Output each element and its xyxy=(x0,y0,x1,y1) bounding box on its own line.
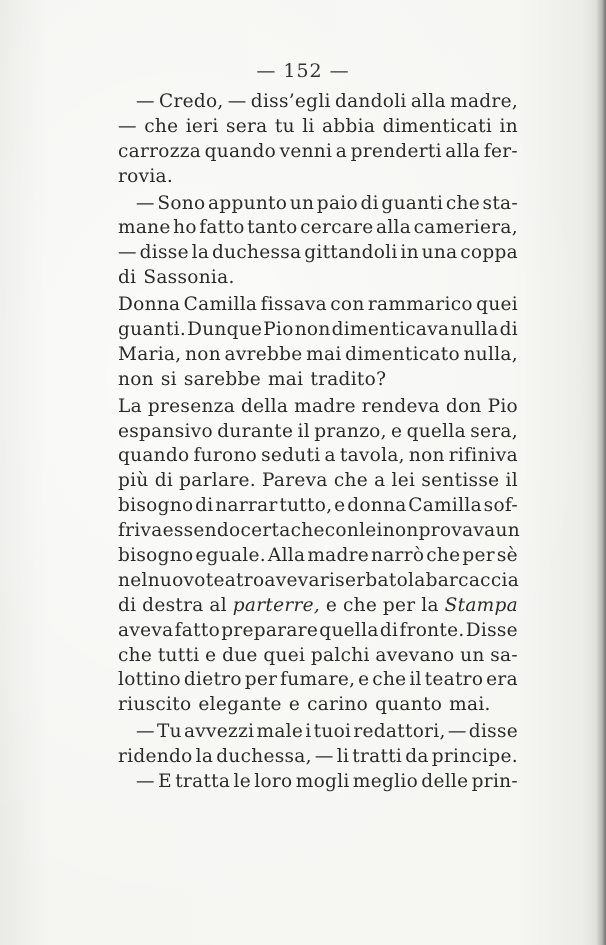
word: fatto xyxy=(199,217,245,239)
word: elegante xyxy=(198,694,282,716)
word: si xyxy=(160,368,177,390)
word: rendeva xyxy=(361,395,440,417)
word: tradito? xyxy=(310,368,387,390)
word: lei xyxy=(391,470,416,492)
word: nulla xyxy=(450,319,499,341)
text-line xyxy=(118,90,518,115)
word: dimenticava xyxy=(331,319,450,341)
word: sera, xyxy=(470,420,518,442)
word: Dunque xyxy=(187,319,263,341)
word: quanto xyxy=(375,694,443,716)
word: fatto xyxy=(174,619,221,641)
word: Pio xyxy=(487,395,518,417)
word: dimenticati xyxy=(382,115,493,137)
word: nulla, xyxy=(463,343,518,365)
word: tavola, xyxy=(339,445,405,467)
word: parterre, xyxy=(232,594,321,616)
word: la xyxy=(408,569,426,591)
word: durante xyxy=(217,420,294,442)
word: prenderti xyxy=(350,140,442,162)
word: era xyxy=(486,669,518,691)
word: madre, xyxy=(450,91,518,112)
word: abbia xyxy=(322,115,376,137)
word: meglio xyxy=(352,771,419,793)
word: carino xyxy=(307,694,369,716)
word: non xyxy=(408,445,445,467)
word: sè xyxy=(496,545,518,567)
word: da xyxy=(405,746,429,768)
word: mai xyxy=(267,368,304,390)
word: guanti xyxy=(381,192,444,214)
word: Sassonia. xyxy=(143,267,235,289)
word: che xyxy=(118,644,153,666)
word: rovia. xyxy=(118,165,174,187)
word: della xyxy=(241,395,289,417)
text-line xyxy=(118,318,518,343)
word: guanti. xyxy=(118,319,187,341)
word: il xyxy=(297,420,310,442)
word: la xyxy=(421,594,439,616)
word: Donna xyxy=(118,294,181,316)
text-line xyxy=(118,293,518,318)
word: tratta xyxy=(175,771,231,793)
word: le xyxy=(233,771,251,793)
word: che xyxy=(426,545,461,567)
word: avevano xyxy=(375,644,455,666)
word: aveva xyxy=(118,619,174,641)
word: in xyxy=(400,242,419,264)
word: lottino xyxy=(118,669,181,691)
word: i xyxy=(305,721,312,743)
word: sof- xyxy=(483,495,518,517)
page-edge-shadow xyxy=(596,0,606,945)
word: sarebbe xyxy=(183,368,261,390)
word: a xyxy=(324,445,336,467)
word: nuovo xyxy=(147,569,206,591)
word: che xyxy=(372,669,407,691)
word: cercare xyxy=(300,217,374,239)
word: non xyxy=(294,319,331,341)
word: a xyxy=(374,470,386,492)
text-line xyxy=(118,668,518,693)
word: li xyxy=(336,746,350,768)
word: e xyxy=(391,420,403,442)
word: Alla xyxy=(267,545,306,567)
word: paio xyxy=(316,192,358,214)
word: pranzo, xyxy=(314,420,387,442)
word: riuscito xyxy=(118,694,192,716)
word: madre xyxy=(294,395,356,417)
word: Pio xyxy=(263,319,294,341)
word: di xyxy=(379,619,399,641)
text-line xyxy=(118,343,518,368)
text-line xyxy=(118,644,518,669)
word: male xyxy=(256,721,304,743)
text-line xyxy=(118,569,518,594)
word: gittandoli xyxy=(304,242,398,264)
word: aveva xyxy=(264,569,320,591)
word: alla xyxy=(445,140,481,162)
word: don xyxy=(445,395,482,417)
word: più xyxy=(118,470,149,492)
word: Sono xyxy=(157,192,206,214)
word: per xyxy=(462,545,495,567)
word: espansivo xyxy=(118,420,213,442)
text-line xyxy=(118,745,518,770)
word: fissava xyxy=(260,294,327,316)
word: bisogno xyxy=(118,495,194,517)
word: sta- xyxy=(482,192,518,214)
word: di xyxy=(195,495,214,517)
word: destra xyxy=(142,594,204,616)
word: prin- xyxy=(471,771,518,793)
text-line xyxy=(118,115,518,140)
word: non xyxy=(382,520,419,542)
word: una xyxy=(421,242,458,264)
text-line xyxy=(118,165,518,190)
word: — xyxy=(227,91,247,112)
word: narrar xyxy=(215,495,278,517)
text-line xyxy=(118,395,518,420)
word: tu xyxy=(274,115,295,137)
word: al xyxy=(209,594,227,616)
word: lei xyxy=(359,520,383,542)
text-line xyxy=(118,469,518,494)
word: con xyxy=(324,520,360,542)
word: E xyxy=(158,771,172,793)
word: Pareva xyxy=(262,470,328,492)
body-text xyxy=(118,90,518,795)
word: teatro xyxy=(205,569,265,591)
word: — xyxy=(136,91,155,112)
word: loro xyxy=(254,771,293,793)
word: friva xyxy=(118,520,163,542)
word: sa- xyxy=(490,644,518,666)
word: mai xyxy=(306,343,342,365)
word: tutto, xyxy=(279,495,333,517)
word: Camilla xyxy=(183,294,258,316)
word: avrebbe xyxy=(224,343,303,365)
word: rammarico xyxy=(367,294,473,316)
word: disse xyxy=(468,721,518,743)
word: per xyxy=(382,594,416,616)
word: Tu xyxy=(156,721,182,743)
word: quando xyxy=(118,445,190,467)
word: tratti xyxy=(352,746,403,768)
word: a xyxy=(335,140,348,162)
word: diss’egli xyxy=(250,91,331,112)
word: fer- xyxy=(483,140,518,162)
word: un xyxy=(289,192,315,214)
word: dandoli xyxy=(334,91,407,112)
word: delle xyxy=(421,771,469,793)
word: fronte. xyxy=(399,619,465,641)
word: tuoi xyxy=(313,721,352,743)
word: madre xyxy=(307,545,370,567)
word: disse xyxy=(139,242,189,264)
word: mane xyxy=(118,217,171,239)
word: sera xyxy=(225,115,268,137)
word: dimenticato xyxy=(345,343,460,365)
word: di xyxy=(499,319,518,341)
word: di xyxy=(118,267,137,289)
word: — xyxy=(118,115,137,137)
text-line xyxy=(118,720,518,745)
word: e xyxy=(325,594,338,616)
word: mogli xyxy=(295,771,350,793)
text-line xyxy=(118,693,518,718)
word: — xyxy=(118,242,137,264)
word: e xyxy=(358,669,370,691)
text-line xyxy=(118,241,518,266)
word: che xyxy=(290,520,325,542)
word: il xyxy=(409,669,422,691)
word: seduti xyxy=(261,445,321,467)
text-line xyxy=(118,544,518,569)
word: Disse xyxy=(465,619,518,641)
word: tanto xyxy=(247,217,298,239)
word: duchessa, xyxy=(216,746,312,768)
word: bisogno xyxy=(118,545,194,567)
word: — xyxy=(447,721,467,743)
word: un xyxy=(460,644,485,666)
word: presenza xyxy=(147,395,236,417)
word: e xyxy=(288,694,301,716)
word: — xyxy=(136,192,155,214)
text-line xyxy=(118,216,518,241)
word: barcaccia xyxy=(425,569,520,591)
word: certa xyxy=(240,520,291,542)
word: eguale. xyxy=(195,545,266,567)
word: di xyxy=(154,470,174,492)
word: non xyxy=(185,343,221,365)
word: — xyxy=(136,721,155,743)
text-line xyxy=(118,444,518,469)
word: teatro xyxy=(424,669,484,691)
word: carrozza xyxy=(118,140,202,162)
word: quando xyxy=(204,140,277,162)
word: Credo, xyxy=(159,91,224,112)
text-line xyxy=(118,420,518,445)
word: Maria, xyxy=(118,343,182,365)
word: quei xyxy=(263,644,306,666)
word: furono xyxy=(193,445,258,467)
word: sentisse xyxy=(421,470,500,492)
text-line xyxy=(118,266,518,291)
word: la xyxy=(195,746,214,768)
word: — xyxy=(136,771,155,793)
word: duchessa xyxy=(212,242,302,264)
word: parlare. xyxy=(179,470,256,492)
word: e xyxy=(205,644,217,666)
word: che xyxy=(445,192,480,214)
word: nel xyxy=(118,569,148,591)
word: di xyxy=(118,594,137,616)
text-line xyxy=(118,770,518,795)
word: il xyxy=(505,470,518,492)
word: ridendo xyxy=(118,746,193,768)
text-line xyxy=(118,519,518,544)
word: provava xyxy=(418,520,496,542)
word: e xyxy=(334,495,346,517)
word: ieri xyxy=(185,115,219,137)
word: cameriera, xyxy=(413,217,518,239)
text-line xyxy=(118,140,518,165)
word: — xyxy=(314,746,334,768)
word: principe. xyxy=(431,746,518,768)
word: appunto xyxy=(208,192,288,214)
word: rifiniva xyxy=(448,445,518,467)
text-line xyxy=(118,368,518,393)
word: mai. xyxy=(449,694,491,716)
word: Stampa xyxy=(444,594,518,616)
word: non xyxy=(118,368,154,390)
word: con xyxy=(330,294,365,316)
word: per xyxy=(244,669,278,691)
word: preparare xyxy=(221,619,319,641)
word: essendo xyxy=(162,520,241,542)
word: alla xyxy=(376,217,412,239)
text-line xyxy=(118,192,518,217)
word: Camilla xyxy=(408,495,482,517)
word: dietro xyxy=(183,669,242,691)
word: donna xyxy=(347,495,407,517)
word: fumare, xyxy=(280,669,356,691)
word: quella xyxy=(406,420,466,442)
page-number: — 152 — xyxy=(256,60,350,82)
word: di xyxy=(360,192,379,214)
word: riserbato xyxy=(319,569,409,591)
word: tutti xyxy=(157,644,200,666)
text-line xyxy=(118,494,518,519)
word: narrò xyxy=(371,545,425,567)
word: venni xyxy=(279,140,333,162)
word: li xyxy=(302,115,315,137)
word: che xyxy=(342,594,378,616)
word: quella xyxy=(319,619,379,641)
word: la xyxy=(191,242,210,264)
word: coppa xyxy=(460,242,518,264)
word: quei xyxy=(476,294,518,316)
word: redattori, xyxy=(353,721,446,743)
word: che xyxy=(144,115,179,137)
word: palchi xyxy=(310,644,370,666)
word: due xyxy=(222,644,258,666)
text-line xyxy=(118,619,518,644)
text-line xyxy=(118,594,518,619)
word: ho xyxy=(173,217,197,239)
word: che xyxy=(333,470,368,492)
word: La xyxy=(118,395,142,417)
word: in xyxy=(499,115,518,137)
word: un xyxy=(495,520,520,542)
word: alla xyxy=(410,91,446,112)
word: avvezzi xyxy=(183,721,255,743)
